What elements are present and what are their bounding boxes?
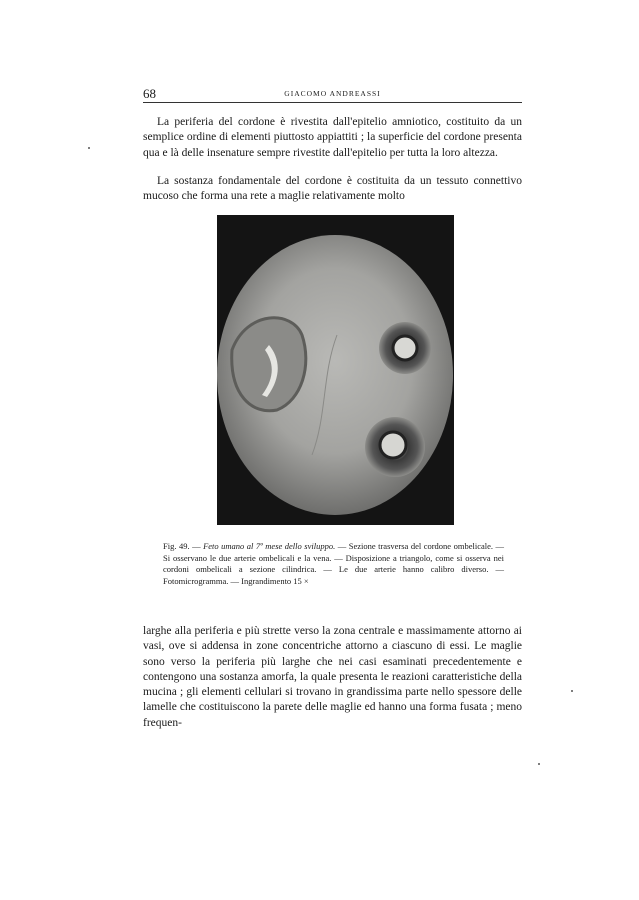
vein — [232, 318, 306, 411]
scan-speck — [88, 147, 90, 149]
caption-text: — Sezione trasversa del cordone ombelicale. — Si osservano le due arterie ombelicali e la vena. — Disposizione a triangolo, come si osserva nei cordoni ombelicali a sezione cilindrica. — Le due arterie hanno calibro diverso. — Fotomicrogramma. — Ingrandimento 15 × — [163, 541, 504, 587]
page-number: 68 — [143, 86, 156, 101]
body-paragraph-1: La periferia del cordone è rivestita dall'epitelio amniotico, costituito da un semplice ordine di elementi piuttosto appiattiti ; la superficie del cordone presenta qua e là delle insenature sempre rivestite dall'epitelio per tutta la loro altezza. — [143, 116, 522, 159]
body-paragraph-3: larghe alla periferia e più strette verso la zona centrale e massimamente attorno ai vasi, ove si addensa in zone concentriche attorno a ciascuno di essi. Le maglie sono verso la periferia più larghe che nei casi esaminati precedentemente e contengono una sostanza amorfa, la quale presenta le reazioni caratteristiche della mucina ; gli elementi cellulari si trovano in grandissima parte nello spessore delle lamelle che costituiscono la parete delle maglie ed hanno una forma fusata ; meno frequen- — [143, 625, 522, 729]
running-head: GIACOMO ANDREASSI — [284, 89, 381, 98]
caption-label: Fig. 49. — — [163, 541, 204, 551]
body-paragraph-2: La sostanza fondamentale del cordone è costituita da un tessuto connettivo mucoso che forma una rete a maglie relativamente molto — [143, 175, 522, 203]
figure-photomicrograph — [217, 215, 454, 525]
caption-title: Feto umano al 7º mese dello sviluppo. — [203, 541, 336, 551]
umbilical-cord-section-image — [217, 215, 454, 525]
scan-speck — [571, 690, 573, 692]
figure-caption — [163, 541, 504, 588]
page-header — [143, 86, 522, 103]
scan-speck — [538, 763, 540, 765]
